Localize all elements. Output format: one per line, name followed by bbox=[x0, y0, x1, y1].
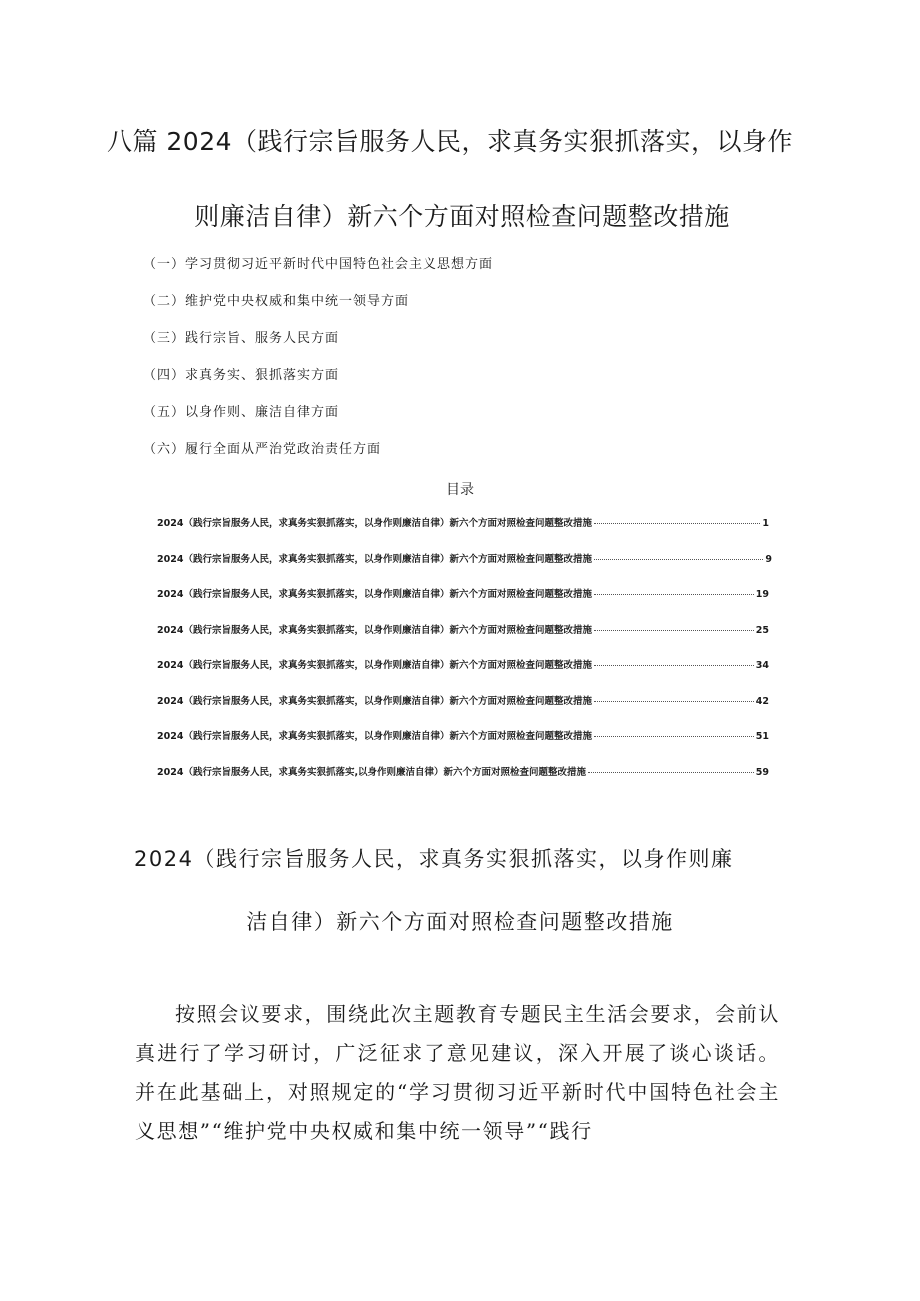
toc-entry-page: 9 bbox=[765, 553, 772, 565]
toc-entry[interactable] bbox=[157, 728, 769, 764]
main-title-line-2: 则廉洁自律）新六个方面对照检查问题整改措施 bbox=[194, 202, 730, 231]
toc-entry-title: 2024（践行宗旨服务人民，求真务实狠抓落实，以身作则廉洁自律）新六个方面对照检查问题整改措施 bbox=[157, 518, 592, 529]
table-of-contents bbox=[157, 515, 772, 799]
toc-entry-page: 59 bbox=[755, 766, 769, 778]
toc-entry-page: 34 bbox=[755, 660, 769, 671]
toc-entry-page: 51 bbox=[755, 731, 769, 742]
toc-entry-title: 2024（践行宗旨服务人民，求真务实狠抓落实，以身作则廉洁自律）新六个方面对照检查问题整改措施 bbox=[157, 553, 592, 565]
toc-leader-dots bbox=[594, 630, 754, 631]
section-item: （一）学习贯彻习近平新时代中国特色社会主义思想方面 bbox=[143, 257, 494, 272]
body-paragraph: 按照会议要求，围绕此次主题教育专题民主生活会要求，会前认真进行了学习研讨，广泛征求了意见建议，深入开展了谈心谈话。并在此基础上，对照规定的“学习贯彻习近平新时代中国特色社会主义思想”“维护党中央权威和集中统一领导”“践行 bbox=[135, 1002, 780, 1143]
toc-entry-title: 2024（践行宗旨服务人民，求真务实狠抓落实，以身作则廉洁自律）新六个方面对照检查问题整改措施 bbox=[157, 695, 592, 707]
toc-entry[interactable] bbox=[157, 515, 769, 551]
section-item: （四）求真务实、狠抓落实方面 bbox=[143, 368, 340, 383]
toc-entry[interactable] bbox=[157, 551, 772, 587]
toc-leader-dots bbox=[594, 559, 763, 560]
toc-entry-title: 2024（践行宗旨服务人民，求真务实狠抓落实，以身作则廉洁自律）新六个方面对照检查问题整改措施 bbox=[157, 589, 592, 600]
main-title-line-1: 八篇 2024（践行宗旨服务人民，求真务实狠抓落实，以身作 bbox=[106, 127, 794, 156]
toc-leader-dots bbox=[594, 665, 754, 666]
toc-entry-title: 2024（践行宗旨服务人民，求真务实狠抓落实，以身作则廉洁自律）新六个方面对照检查问题整改措施 bbox=[157, 660, 592, 671]
toc-entry[interactable] bbox=[157, 657, 769, 693]
toc-leader-dots bbox=[588, 772, 754, 773]
toc-leader-dots bbox=[594, 594, 754, 595]
toc-entry-page: 19 bbox=[755, 589, 769, 600]
toc-entry-title: 2024（践行宗旨服务人民，求真务实狠抓落实，以身作则廉洁自律）新六个方面对照检查问题整改措施 bbox=[157, 624, 592, 636]
toc-entry-page: 42 bbox=[755, 695, 769, 707]
toc-entry[interactable] bbox=[157, 586, 769, 622]
toc-entry[interactable] bbox=[157, 764, 769, 800]
section-item: （二）维护党中央权威和集中统一领导方面 bbox=[143, 294, 410, 309]
section-item: （三）践行宗旨、服务人民方面 bbox=[143, 331, 340, 346]
toc-leader-dots bbox=[594, 523, 760, 524]
section-item: （六）履行全面从严治党政治责任方面 bbox=[143, 442, 382, 457]
toc-entry-title: 2024（践行宗旨服务人民，求真务实狠抓落实，以身作则廉洁自律）新六个方面对照检查问题整改措施 bbox=[157, 731, 592, 742]
document-title-line-2: 洁自律）新六个方面对照检查问题整改措施 bbox=[246, 910, 674, 934]
toc-entry-page: 25 bbox=[755, 624, 769, 636]
toc-heading: 目录 bbox=[446, 482, 474, 498]
toc-leader-dots bbox=[594, 701, 754, 702]
toc-entry-page: 1 bbox=[762, 518, 769, 529]
toc-leader-dots bbox=[594, 736, 754, 737]
section-list bbox=[143, 256, 493, 478]
toc-entry[interactable] bbox=[157, 622, 769, 658]
document-title-line-1: 2024（践行宗旨服务人民，求真务实狠抓落实，以身作则廉 bbox=[134, 847, 734, 871]
section-item: （五）以身作则、廉洁自律方面 bbox=[143, 405, 340, 420]
toc-entry-title: 2024（践行宗旨服务人民，求真务实狠抓落实,以身作则廉洁自律）新六个方面对照检查问题整改措施 bbox=[157, 766, 587, 778]
toc-entry[interactable] bbox=[157, 693, 769, 729]
